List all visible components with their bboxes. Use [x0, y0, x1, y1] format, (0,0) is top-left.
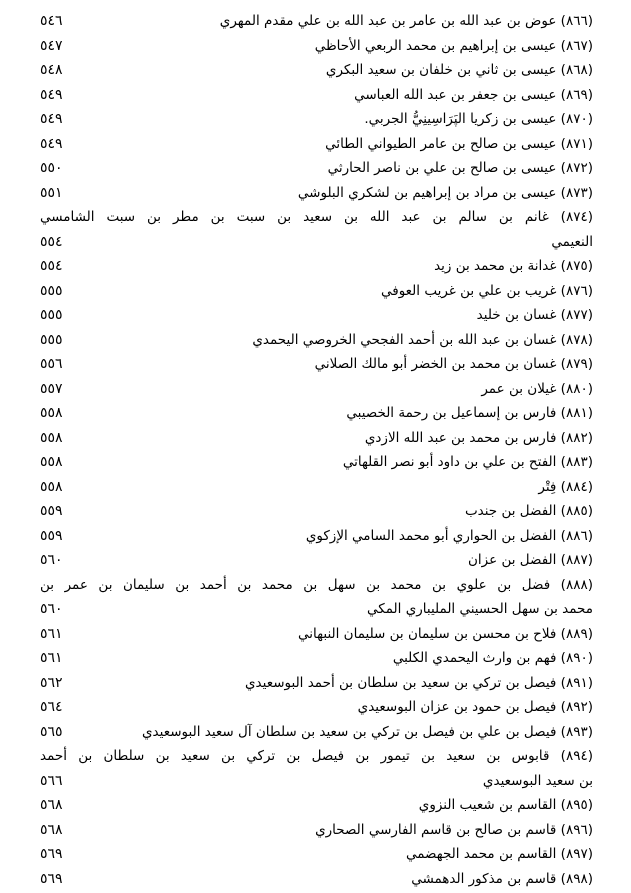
index-entry: [0, 254, 631, 279]
entry-line: [0, 83, 631, 108]
entry-line: [0, 9, 631, 34]
entry-line: [0, 744, 631, 769]
page-number: ٥٥٧: [40, 380, 63, 397]
index-entry: [0, 842, 631, 867]
entry-line: [0, 695, 631, 720]
entry-title: (٨٩٣) فيصل بن علي بن فيصل بن تركي بن سعيد بن سلطان آل سعيد البوسعيدي: [141, 723, 593, 740]
entry-title: محمد بن سهل الحسيني المليباري المكي: [367, 601, 593, 617]
page-number: ٥٤٦: [40, 13, 63, 29]
index-entry: [0, 352, 631, 377]
page-number: ٥٦١: [40, 625, 63, 642]
page-number: ٥٦٥: [40, 723, 63, 740]
index-entry: [0, 793, 631, 818]
page-number: ٥٦٢: [40, 674, 63, 691]
page-number: ٥٥٨: [40, 405, 63, 421]
index-entry: [0, 58, 631, 83]
entry-continuation-line: [0, 597, 631, 622]
entry-line: [0, 793, 631, 818]
entry-title: (٨٨١) فارس بن إسماعيل بن رحمة الخصيبي: [346, 405, 593, 421]
entry-title: (٨٩٧) القاسم بن محمد الجهضمي: [405, 846, 593, 862]
entry-line: [0, 450, 631, 475]
entry-title: (٨٧٨) غسان بن عبد الله بن أحمد الفجحي الخروصي اليحمدي: [252, 331, 593, 348]
page-number: ٥٥٤: [40, 233, 63, 250]
entry-title: (٨٧٩) غسان بن محمد بن الخضر أبو مالك الصلاني: [314, 356, 593, 372]
index-entry: [0, 132, 631, 157]
index-entry: [0, 107, 631, 132]
entry-line: [0, 352, 631, 377]
page-number: ٥٥٤: [40, 258, 63, 274]
page-number: ٥٦١: [40, 650, 63, 666]
page-number: ٥٥٩: [40, 527, 63, 544]
index-entry: [0, 9, 631, 34]
page-number: ٥٥٩: [40, 503, 63, 519]
entry-title: (٨٩٦) قاسم بن صالح بن قاسم الفارسي الصحاري: [315, 821, 593, 838]
index-entry: [0, 744, 631, 793]
entry-line: [0, 132, 631, 157]
index-list: [0, 9, 631, 891]
entry-line: [0, 279, 631, 304]
page-number: ٥٤٩: [40, 111, 63, 127]
page-number: ٥٥٠: [40, 160, 63, 176]
page-number: ٥٦٨: [40, 821, 63, 838]
index-entry: [0, 867, 631, 892]
entry-line: [0, 156, 631, 181]
page-number: ٥٤٩: [40, 86, 63, 103]
entry-title: (٨٩٤) قابوس بن سعيد بن تيمور بن فيصل بن تركي بن سعيد بن سلطان بن أحمد: [40, 748, 593, 764]
entry-line: [0, 524, 631, 549]
entry-title: (٨٦٩) عيسى بن جعفر بن عبد الله العباسي: [354, 86, 593, 103]
entry-title: (٨٧١) عيسى بن صالح بن عامر الطيواني الطائي: [325, 135, 593, 152]
entry-line: [0, 426, 631, 451]
index-entry: [0, 475, 631, 500]
entry-title: بن سعيد البوسعيدي: [482, 772, 593, 789]
entry-title: (٨٧٤) غانم بن سالم بن عبد الله بن سعيد بن سبت بن مطر بن سبت الشامسي: [40, 209, 593, 225]
index-entry: [0, 205, 631, 254]
entry-title: (٨٧٦) غريب بن علي بن غريب العوفي: [380, 282, 593, 299]
page-number: ٥٤٧: [40, 37, 63, 54]
page-number: ٥٦٠: [40, 552, 63, 568]
entry-line: [0, 818, 631, 843]
entry-line: [0, 401, 631, 426]
entry-line: [0, 181, 631, 206]
page-number: ٥٦٠: [40, 601, 63, 617]
entry-title: (٨٨٨) فضل بن علوي بن محمد بن سهل بن محمد بن أحمد بن سليمان بن عمر بن: [40, 576, 593, 593]
entry-title: (٨٧٥) غدانة بن محمد بن زيد: [434, 258, 593, 274]
page-number: ٥٥٥: [40, 307, 63, 323]
entry-continuation-line: [0, 230, 631, 255]
entry-title: (٨٨٣) الفتح بن علي بن داود أبو نصر القلهاتي: [342, 454, 593, 470]
page-number: ٥٦٩: [40, 846, 63, 862]
entry-title: (٨٨٢) فارس بن محمد بن عبد الله الازدي: [364, 429, 593, 446]
page-number: ٥٥٨: [40, 429, 63, 446]
index-entry: [0, 499, 631, 524]
entry-line: [0, 548, 631, 573]
entry-line: [0, 622, 631, 647]
entry-title: (٨٧٧) غسان بن خليد: [476, 307, 593, 323]
entry-line: [0, 377, 631, 402]
page-number: ٥٦٩: [40, 870, 63, 887]
page-number: ٥٥٥: [40, 331, 63, 348]
entry-line: [0, 303, 631, 328]
entry-line: [0, 107, 631, 132]
page-number: ٥٤٨: [40, 62, 63, 78]
entry-title: (٨٨٤) فِتْر: [538, 478, 593, 495]
index-entry: [0, 646, 631, 671]
entry-title: (٨٨٩) فلاح بن محسن بن سليمان بن سليمان النبهاني: [298, 625, 593, 642]
entry-title: (٨٦٧) عيسى بن إبراهيم بن محمد الربعي الأحاظي: [314, 37, 593, 54]
entry-line: [0, 205, 631, 230]
index-entry: [0, 720, 631, 745]
entry-line: [0, 328, 631, 353]
entry-title: (٨٦٨) عيسى بن ثاني بن خلفان بن سعيد البكري: [325, 62, 593, 78]
entry-title: (٨٨٧) الفضل بن عزان: [467, 552, 593, 568]
entry-line: [0, 671, 631, 696]
index-entry: [0, 573, 631, 622]
index-entry: [0, 83, 631, 108]
entry-line: [0, 499, 631, 524]
index-entry: [0, 450, 631, 475]
entry-title: (٨٩٥) القاسم بن شعيب النزوي: [418, 797, 593, 813]
index-entry: [0, 34, 631, 59]
index-entry: [0, 328, 631, 353]
page-number: ٥٥٨: [40, 478, 63, 495]
entry-line: [0, 475, 631, 500]
entry-line: [0, 720, 631, 745]
index-entry: [0, 524, 631, 549]
index-entry: [0, 279, 631, 304]
index-entry: [0, 622, 631, 647]
page-number: ٥٦٤: [40, 699, 63, 715]
page-number: ٥٥٦: [40, 356, 63, 372]
entry-title: (٨٧٢) عيسى بن صالح بن علي بن ناصر الحارثي: [327, 160, 593, 176]
page-number: ٥٤٩: [40, 135, 63, 152]
entry-title: (٨٩٢) فيصل بن حمود بن عزان البوسعيدي: [357, 699, 593, 715]
index-entry: [0, 401, 631, 426]
entry-title: (٨٩٠) فهم بن وارث اليحمدي الكلبي: [392, 650, 593, 666]
index-entry: [0, 426, 631, 451]
entry-title: (٨٨٦) الفضل بن الحواري أبو محمد السامي الإزكوي: [305, 527, 593, 544]
entry-title: (٨٩١) فيصل بن تركي بن سعيد بن سلطان بن أحمد البوسعيدي: [244, 674, 593, 691]
page-number: ٥٦٨: [40, 797, 63, 813]
entry-title: (٨٦٦) عوض بن عبد الله بن عامر بن عبد الله بن علي مقدم المهري: [219, 13, 593, 29]
page-number: ٥٦٦: [40, 772, 63, 789]
entry-line: [0, 842, 631, 867]
index-entry: [0, 377, 631, 402]
page-number: ٥٥١: [40, 184, 63, 201]
entry-title: (٨٨٥) الفضل بن جندب: [464, 503, 593, 519]
index-entry: [0, 818, 631, 843]
entry-line: [0, 254, 631, 279]
entry-line: [0, 646, 631, 671]
entry-line: [0, 573, 631, 598]
index-entry: [0, 303, 631, 328]
entry-title: (٨٩٨) قاسم بن مذكور الدهمشي: [411, 870, 593, 887]
index-entry: [0, 181, 631, 206]
entry-line: [0, 34, 631, 59]
page-number: ٥٥٥: [40, 282, 63, 299]
page-number: ٥٥٨: [40, 454, 63, 470]
index-entry: [0, 695, 631, 720]
entry-title: النعيمي: [551, 233, 593, 250]
entry-line: [0, 58, 631, 83]
index-entry: [0, 671, 631, 696]
entry-line: [0, 867, 631, 892]
entry-title: (٨٨٠) غيلان بن عمر: [481, 380, 593, 397]
index-entry: [0, 548, 631, 573]
entry-title: (٨٧٠) عيسى بن زكريا الپَرَاسِينِيُّ الجربي.: [364, 111, 593, 127]
entry-continuation-line: [0, 769, 631, 794]
entry-title: (٨٧٣) عيسى بن مراد بن إبراهيم بن لشكري البلوشي: [297, 184, 593, 201]
index-entry: [0, 156, 631, 181]
